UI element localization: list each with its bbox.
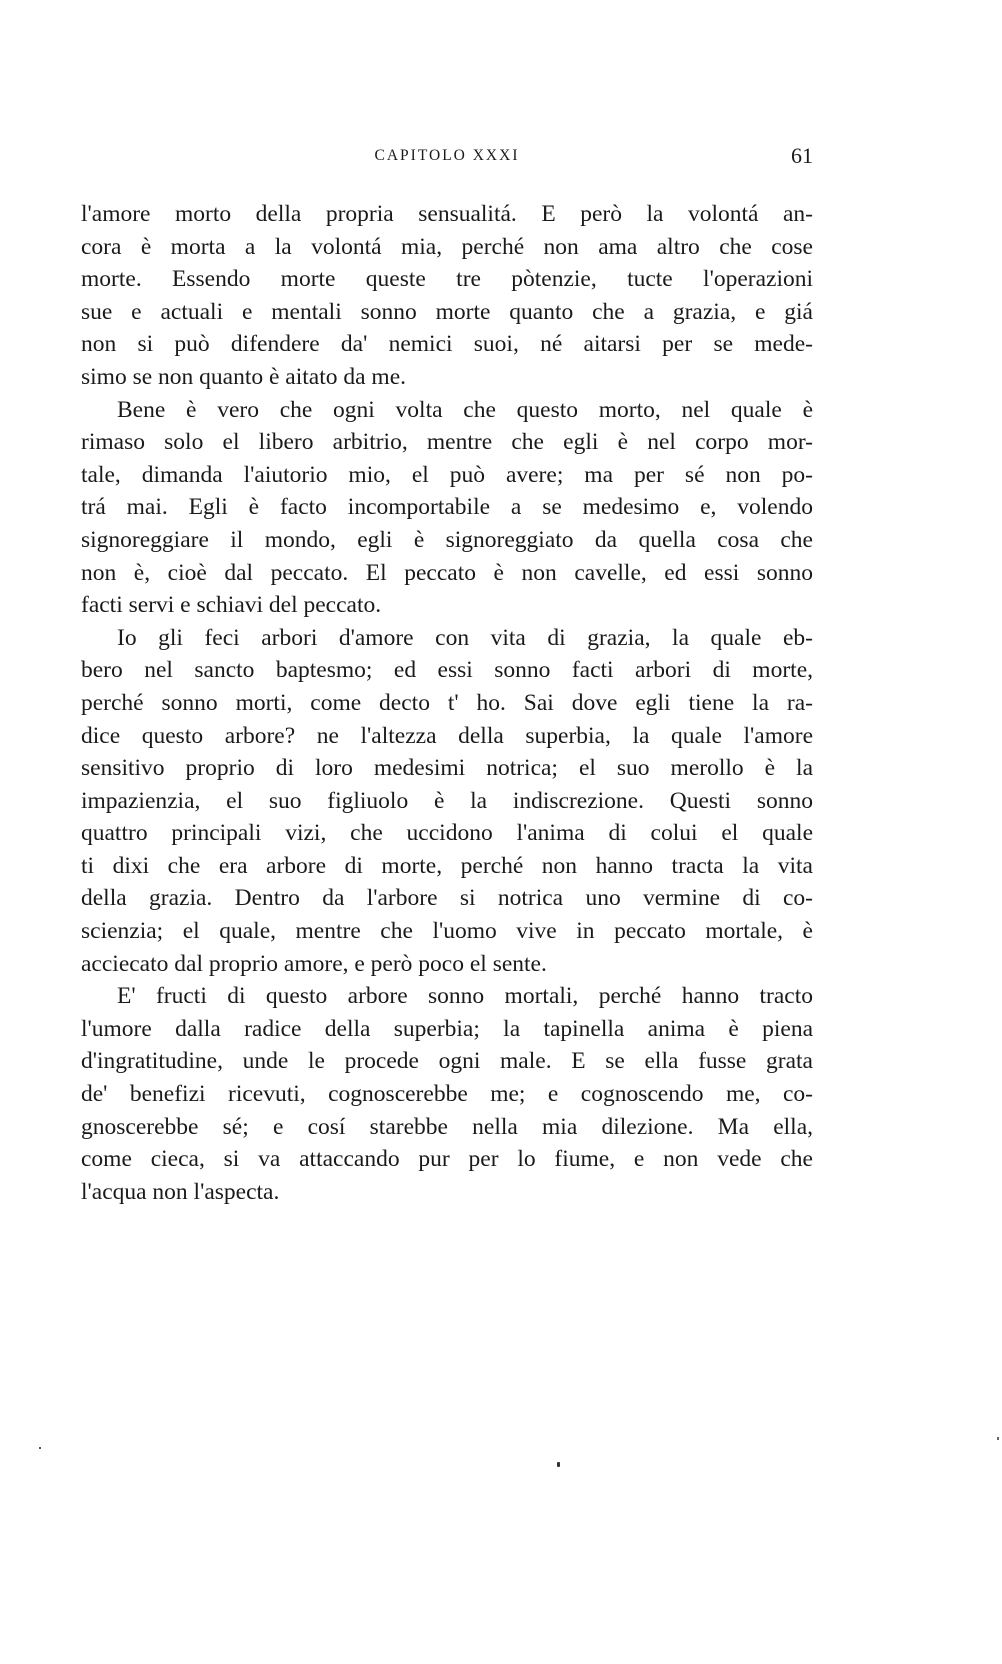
text-line: acciecato dal proprio amore, e però poco el sente.	[81, 950, 547, 977]
text-line: de' benefizi ricevuti, cognoscerebbe me; e cognoscendo me, co-	[81, 1081, 813, 1108]
page-number: 61	[791, 143, 813, 168]
text-line: l'amore morto della propria sensualitá. E però la volontá an-	[81, 201, 813, 227]
text-line: bero nel sancto baptesmo; ed essi sonno facti arbori di morte,	[81, 657, 813, 684]
text-line: l'acqua non l'aspecta.	[81, 1178, 280, 1205]
scan-speck	[39, 1447, 41, 1449]
paragraph-3	[81, 622, 813, 981]
running-head: CAPITOLO XXXI	[374, 147, 520, 164]
text-line: cora è morta a la volontá mia, perché non ama altro che cose	[81, 233, 813, 260]
scan-speck	[997, 1437, 999, 1440]
text-line: come cieca, si va attaccando pur per lo fiume, e non vede che	[81, 1146, 813, 1173]
text-line: signoreggiare il mondo, egli è signoreggiato da quella cosa che	[81, 526, 813, 553]
body-text	[81, 198, 813, 1208]
text-line: scienzia; el quale, mentre che l'uomo vive in peccato mortale, è	[81, 918, 813, 945]
scan-speck	[557, 1462, 560, 1467]
paragraph-4	[81, 980, 813, 1208]
text-line: perché sonno morti, come decto t' ho. Sai dove egli tiene la ra-	[81, 689, 813, 716]
text-line: Bene è vero che ogni volta che questo morto, nel quale è	[117, 396, 813, 423]
text-line: impazienzia, el suo figliuolo è la indiscrezione. Questi sonno	[81, 787, 813, 814]
text-line: l'umore dalla radice della superbia; la tapinella anima è piena	[81, 1015, 813, 1042]
text-line: sue e actuali e mentali sonno morte quanto che a grazia, e giá	[81, 298, 813, 325]
text-line: ti dixi che era arbore di morte, perché non hanno tracta la vita	[81, 852, 813, 879]
text-line: quattro principali vizi, che uccidono l'anima di colui el quale	[81, 820, 813, 847]
text-line: non si può difendere da' nemici suoi, né aitarsi per se mede-	[81, 331, 813, 358]
text-line: E' fructi di questo arbore sonno mortali, perché hanno tracto	[117, 983, 813, 1010]
text-line: rimaso solo el libero arbitrio, mentre che egli è nel corpo mor-	[81, 429, 813, 456]
text-line: Io gli feci arbori d'amore con vita di grazia, la quale eb-	[117, 624, 813, 651]
text-line: gnoscerebbe sé; e cosí starebbe nella mia dilezione. Ma ella,	[81, 1113, 813, 1140]
text-line: della grazia. Dentro da l'arbore si notrica uno vermine di co-	[81, 885, 813, 912]
text-line: d'ingratitudine, unde le procede ogni male. E se ella fusse grata	[81, 1048, 813, 1075]
paragraph-2	[81, 394, 813, 622]
page-header	[81, 143, 813, 173]
text-line: dice questo arbore? ne l'altezza della superbia, la quale l'amore	[81, 722, 813, 749]
text-line: tale, dimanda l'aiutorio mio, el può avere; ma per sé non po-	[81, 461, 813, 488]
text-line: morte. Essendo morte queste tre pòtenzie, tucte l'operazioni	[81, 266, 813, 293]
text-line: facti servi e schiavi del peccato.	[81, 592, 382, 619]
text-line: non è, cioè dal peccato. El peccato è non cavelle, ed essi sonno	[81, 559, 813, 586]
text-line: simo se non quanto è aitato da me.	[81, 363, 407, 390]
text-line: trá mai. Egli è facto incomportabile a se medesimo e, volendo	[81, 494, 813, 521]
text-line: sensitivo proprio di loro medesimi notrica; el suo merollo è la	[81, 755, 813, 782]
paragraph-1	[81, 198, 813, 394]
